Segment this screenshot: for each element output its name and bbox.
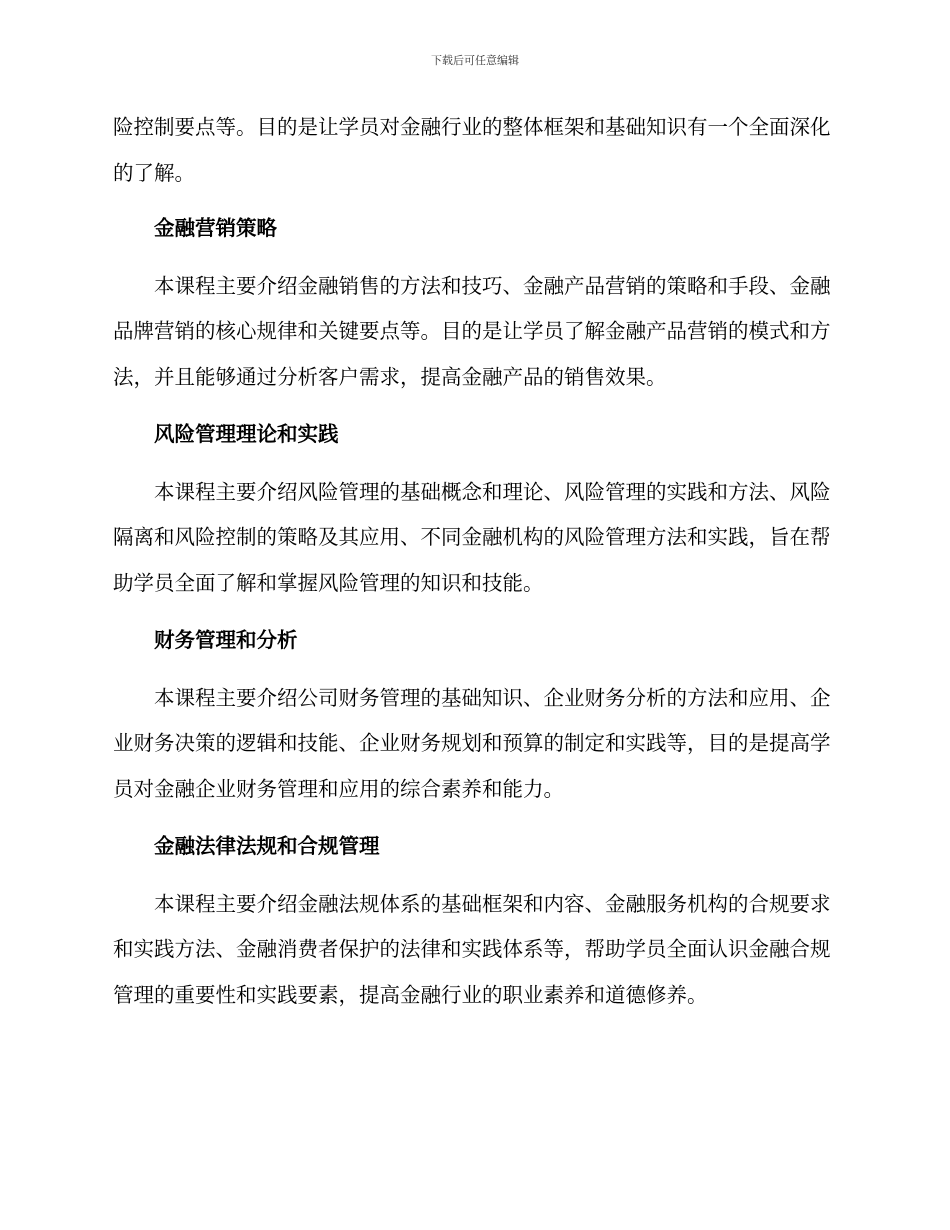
document-content bbox=[113, 105, 833, 1018]
header-note: 下载后可任意编辑 bbox=[431, 54, 519, 67]
section-body-risk: 本课程主要介绍风险管理的基础概念和理论、风险管理的实践和方法、风险隔离和风险控制的策略及其应用、不同金融机构的风险管理方法和实践，旨在帮助学员全面了解和掌握风险管理的知识和技能。 bbox=[113, 479, 831, 595]
section-heading-compliance: 金融法律法规和合规管理 bbox=[154, 834, 380, 858]
section-heading-marketing: 金融营销策略 bbox=[154, 216, 277, 240]
section-heading-finance: 财务管理和分析 bbox=[154, 628, 298, 652]
section-body-marketing: 本课程主要介绍金融销售的方法和技巧、金融产品营销的策略和手段、金融品牌营销的核心规律和关键要点等。目的是让学员了解金融产品营销的模式和方法，并且能够通过分析客户需求，提高金融产品的销售效果。 bbox=[113, 273, 831, 389]
section-heading-risk: 风险管理理论和实践 bbox=[154, 422, 339, 446]
section-body-finance: 本课程主要介绍公司财务管理的基础知识、企业财务分析的方法和应用、企业财务决策的逻辑和技能、企业财务规划和预算的制定和实践等，目的是提高学员对金融企业财务管理和应用的综合素养和能力。 bbox=[113, 685, 831, 801]
intro-paragraph: 险控制要点等。目的是让学员对金融行业的整体框架和基础知识有一个全面深化的了解。 bbox=[113, 115, 831, 185]
section-body-compliance: 本课程主要介绍金融法规体系的基础框架和内容、金融服务机构的合规要求和实践方法、金融消费者保护的法律和实践体系等，帮助学员全面认识金融合规管理的重要性和实践要素，提高金融行业的职业素养和道德修养。 bbox=[113, 891, 831, 1007]
